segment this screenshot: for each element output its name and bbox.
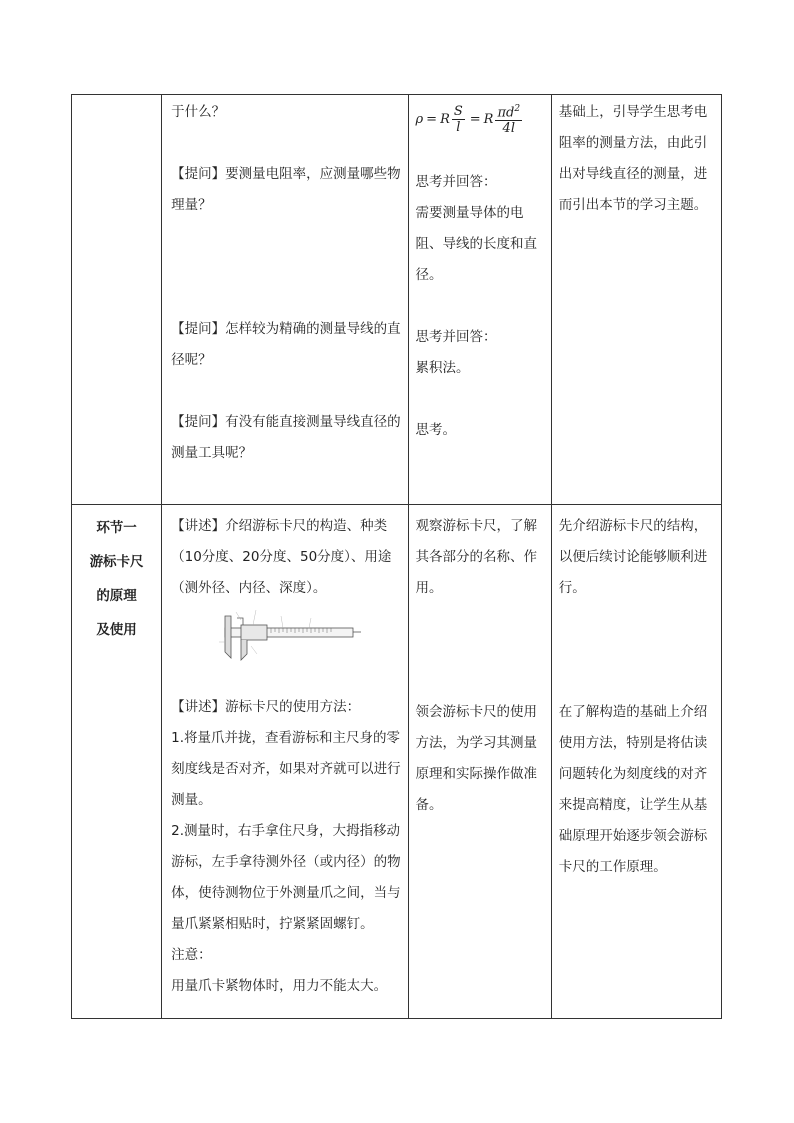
student-answer-think: 思考。 (415, 422, 456, 438)
teacher-question-quantities: 【提问】要测量电阻率，应测量哪些物理量？ (171, 166, 401, 213)
formula-fraction-1 (452, 104, 465, 135)
lesson-plan-table (71, 94, 722, 1019)
teacher-question-diameter: 【提问】怎样较为精确的测量导线的直径呢？ (171, 321, 401, 368)
stage-cell-empty (72, 95, 162, 505)
design-usage-text: 在了解构造的基础上介绍使用方法，特别是将估读问题转化为刻度线的对齐来提高精度，让学生从基础原理开始逐步领会游标卡尺的工作原理。 (558, 704, 708, 875)
resistivity-formula (416, 99, 547, 139)
vernier-caliper-image (211, 606, 361, 664)
formula-f1-den: l (456, 119, 461, 135)
formula-f2-den: 4l (502, 121, 515, 137)
student-activity-cell (408, 505, 551, 1019)
teacher-usage-title: 【讲述】游标卡尺的使用方法： (171, 699, 361, 715)
teacher-usage-step-1: 1.将量爪并拢，查看游标和主尺身的零刻度线是否对齐，如果对齐就可以进行测量。 (171, 730, 401, 808)
student-intro-text: 观察游标卡尺，了解其各部分的名称、作用。 (415, 518, 537, 596)
student-answer-accumulation: 累积法。 (415, 360, 470, 376)
teacher-intro-text: 【讲述】介绍游标卡尺的构造、种类（10分度、20分度、50分度）、用途（测外径、内径、深度）。 (171, 518, 392, 596)
formula-f2-sup: 2 (514, 103, 521, 114)
table-row (72, 95, 722, 505)
student-answer-label-1: 思考并回答： (415, 174, 497, 190)
stage-line: 游标卡尺 (89, 554, 144, 570)
student-answer-label-2: 思考并回答： (415, 329, 497, 345)
design-intro-text: 先介绍游标卡尺的结构，以便后续讨论能够顺利进行。 (558, 518, 708, 596)
stage-line: 的原理 (96, 588, 137, 604)
design-intent-text: 基础上，引导学生思考电阻率的测量方法，由此引出对导线直径的测量，进而引出本节的学习主题。 (558, 104, 708, 213)
table-row (72, 505, 722, 1019)
teacher-activity-cell (162, 95, 408, 505)
formula-rho: ρ (415, 111, 424, 127)
student-activity-cell (408, 95, 551, 505)
teacher-question-tool: 【提问】有没有能直接测量导线直径的测量工具呢？ (171, 414, 401, 461)
formula-f2-num (495, 102, 522, 121)
teacher-usage-step-2: 2.测量时，右手拿住尺身，大拇指移动游标，左手拿待测外径（或内径）的物体，使待测物位于外测量爪之间，当与量爪紧紧相贴时，拧紧紧固螺钉。 (171, 823, 401, 932)
teacher-activity-cell (162, 505, 408, 1019)
formula-eq-2: = (469, 111, 481, 127)
formula-r-2: R (483, 111, 494, 127)
formula-eq-1: = (426, 111, 438, 127)
formula-fraction-2 (495, 102, 522, 136)
design-intent-cell (551, 95, 721, 505)
formula-f2-num-text: πd (497, 105, 515, 121)
teacher-text-continued: 于什么？ (171, 104, 226, 120)
student-usage-text: 领会游标卡尺的使用方法，为学习其测量原理和实际操作做准备。 (415, 704, 537, 813)
teacher-usage-note-label: 注意： (171, 947, 212, 963)
stage-line: 环节一 (96, 520, 137, 536)
formula-f1-num: S (453, 103, 463, 119)
stage-cell (72, 505, 162, 1019)
formula-r-1: R (440, 111, 450, 127)
design-intent-cell (551, 505, 721, 1019)
teacher-usage-note: 用量爪卡紧物体时，用力不能太大。 (171, 978, 388, 994)
stage-line: 及使用 (96, 622, 137, 638)
student-answer-quantities: 需要测量导体的电阻、导线的长度和直径。 (415, 205, 537, 283)
